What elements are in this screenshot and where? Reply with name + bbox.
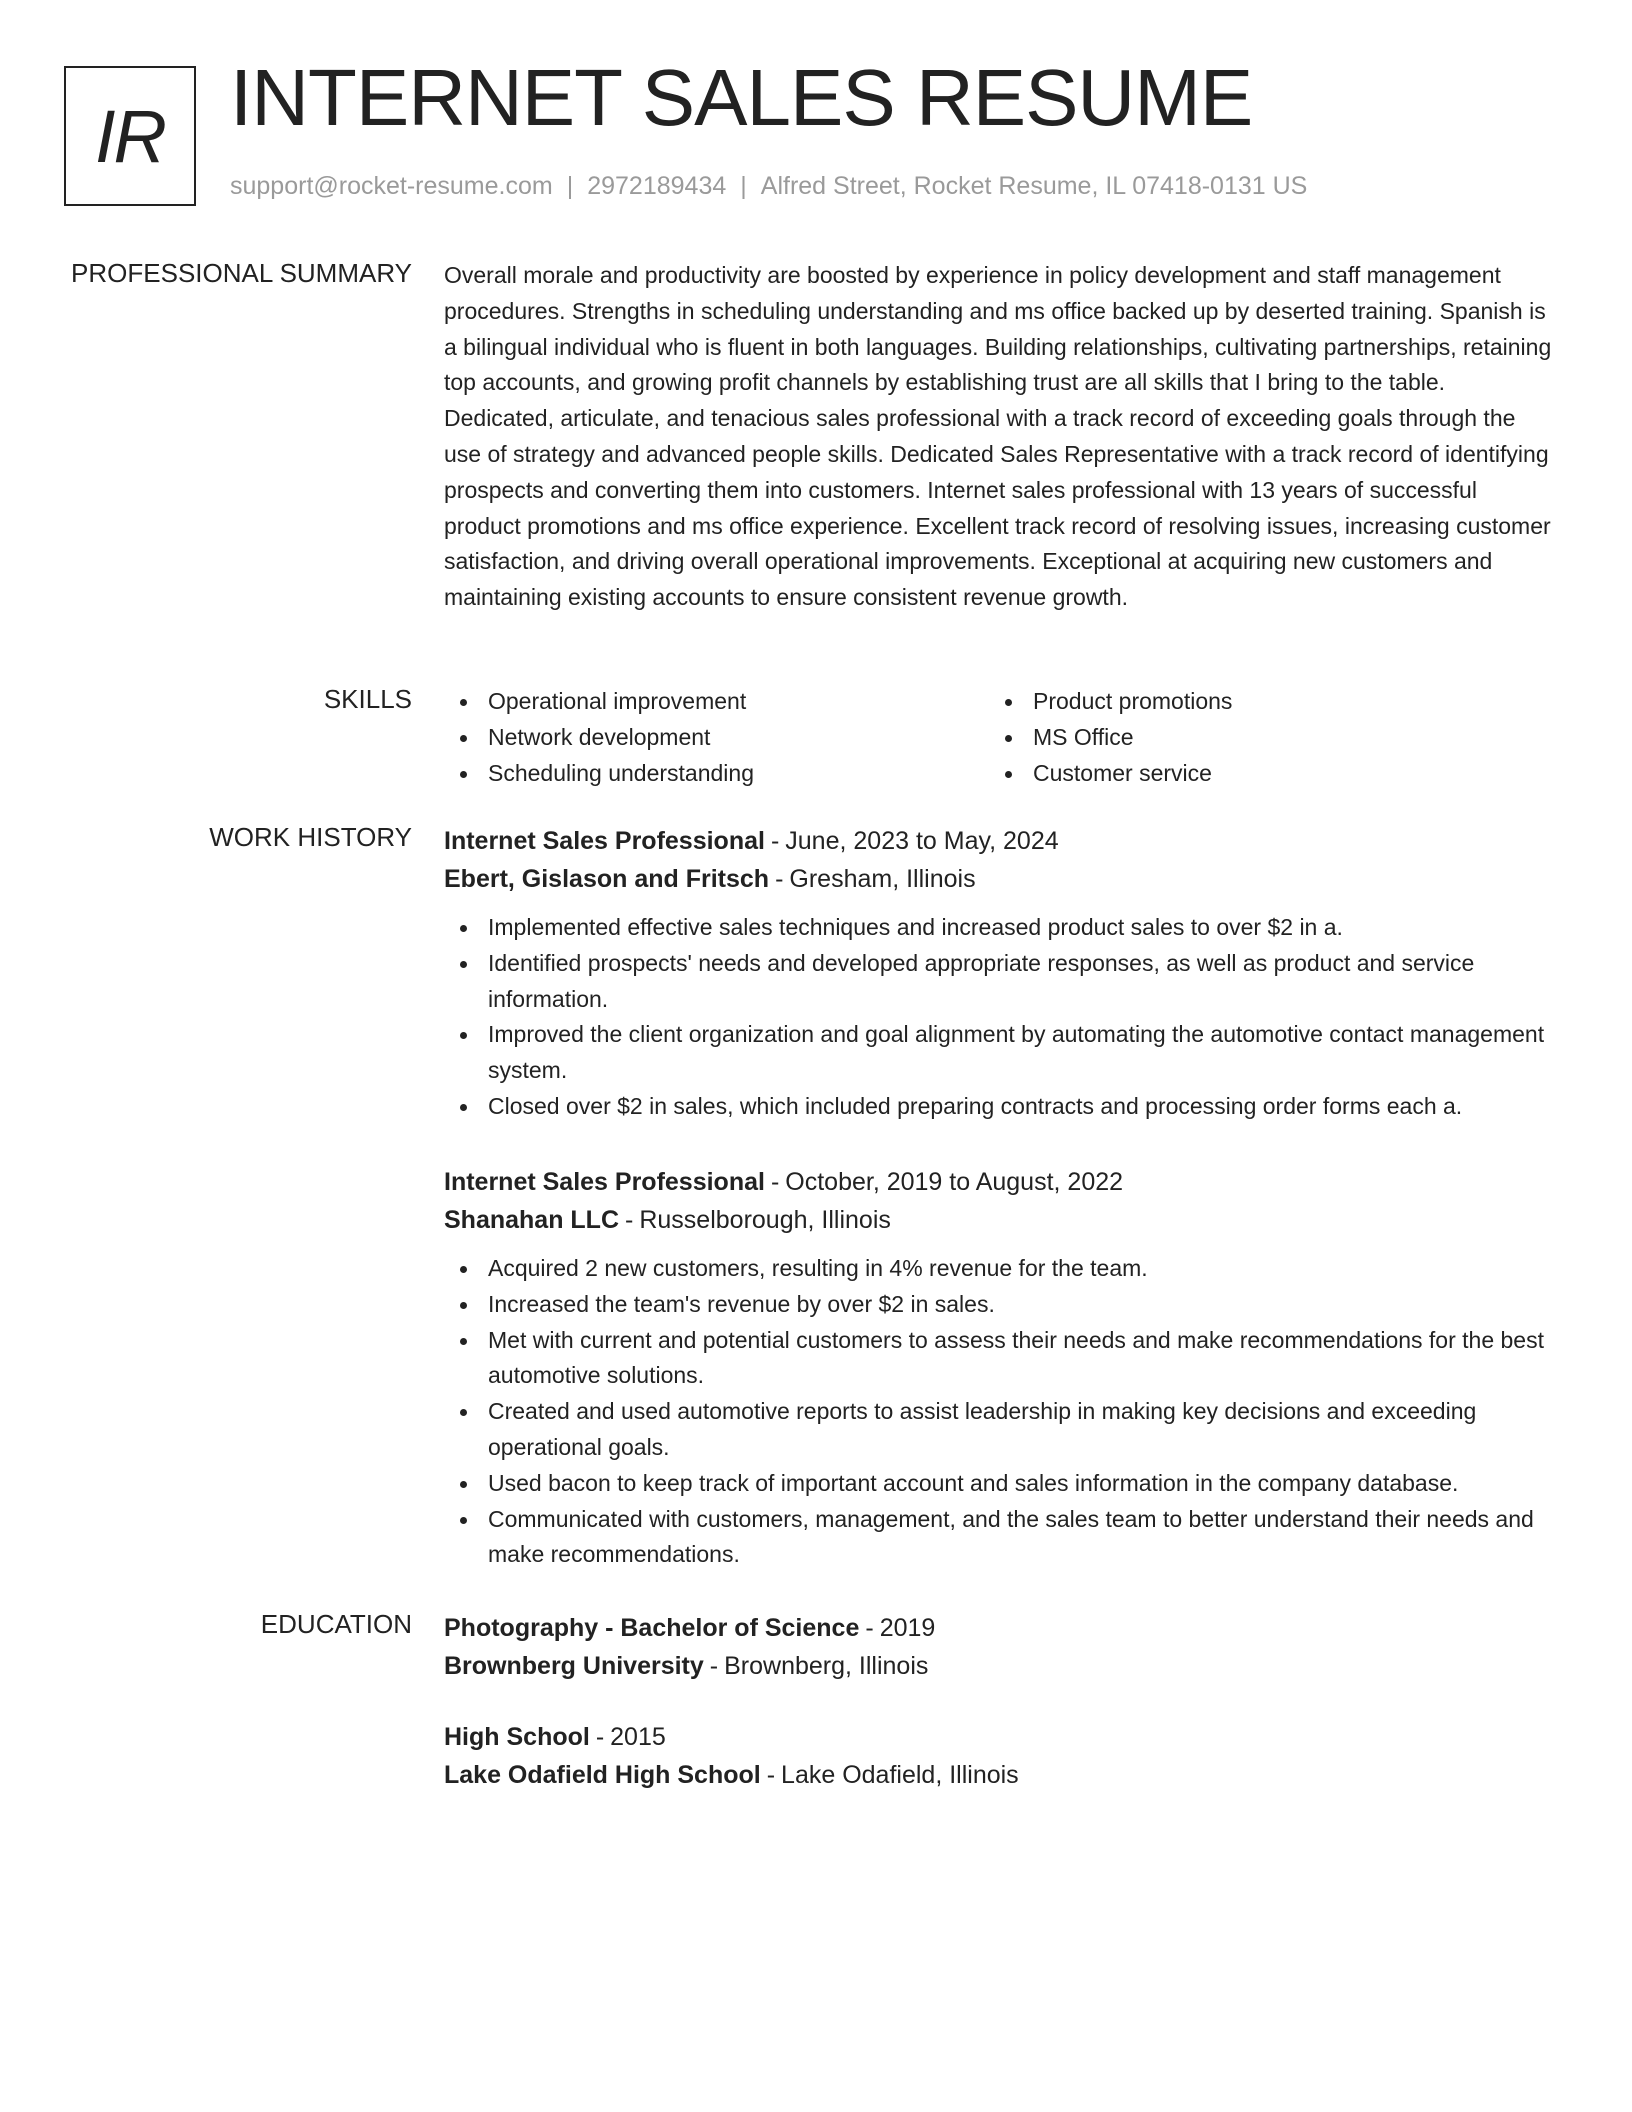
job-title-line: Internet Sales Professional - June, 2023 to May, 2024 (444, 827, 1059, 855)
job-title-line: Internet Sales Professional - October, 2019 to August, 2022 (444, 1168, 1124, 1196)
contact-separator: | (566, 172, 574, 200)
skill-item: Scheduling understanding (444, 756, 989, 792)
education-degree-line: Photography - Bachelor of Science - 2019 (444, 1614, 936, 1642)
education-year: 2019 (879, 1614, 936, 1642)
education-degree-line: High School - 2015 (444, 1723, 666, 1751)
job-location: Gresham, Illinois (789, 865, 976, 893)
resume-title: INTERNET SALES RESUME (230, 53, 1253, 142)
job-company-line: Ebert, Gislason and Fritsch - Gresham, Illinois (444, 865, 976, 893)
job-bullet: Closed over $2 in sales, which included preparing contracts and processing order forms each a. (444, 1089, 1554, 1125)
education-entry (444, 1609, 1554, 1685)
education-degree: High School (444, 1723, 590, 1751)
contact-email[interactable]: support@rocket-resume.com (230, 172, 553, 200)
skill-item: Product promotions (989, 684, 1534, 720)
job-bullet: Communicated with customers, management, and the sales team to better understand their needs and make recommendations. (444, 1502, 1554, 1574)
education-entry (444, 1718, 1554, 1794)
education-school-line: Lake Odafield High School - Lake Odafield, Illinois (444, 1761, 1019, 1789)
job-company: Shanahan LLC (444, 1206, 620, 1234)
section-label-education: EDUCATION (260, 1609, 412, 1639)
job-dates: October, 2019 to August, 2022 (785, 1168, 1124, 1196)
job-bullet: Implemented effective sales techniques and increased product sales to over $2 in a. (444, 910, 1554, 946)
job-bullet: Acquired 2 new customers, resulting in 4% revenue for the team. (444, 1251, 1554, 1287)
section-label-summary: PROFESSIONAL SUMMARY (71, 258, 412, 288)
education-school: Brownberg University (444, 1652, 704, 1680)
job-bullet: Increased the team's revenue by over $2 in sales. (444, 1287, 1554, 1323)
skills-list-left (444, 684, 989, 791)
education-school-line: Brownberg University - Brownberg, Illinois (444, 1652, 929, 1680)
education-degree: Photography - Bachelor of Science (444, 1614, 860, 1642)
job-entry (444, 1163, 1554, 1573)
skill-item: Network development (444, 720, 989, 756)
job-company-line: Shanahan LLC - Russelborough, Illinois (444, 1206, 891, 1234)
education-location: Lake Odafield, Illinois (781, 1761, 1019, 1789)
job-entry (444, 822, 1554, 1125)
monogram-logo: IR (64, 66, 196, 206)
contact-separator: | (740, 172, 747, 200)
job-bullet: Improved the client organization and goal alignment by automating the automotive contact management system. (444, 1017, 1554, 1089)
job-dates: June, 2023 to May, 2024 (785, 827, 1059, 855)
job-bullets (444, 910, 1554, 1125)
job-bullet: Used bacon to keep track of important account and sales information in the company database. (444, 1466, 1554, 1502)
skills-list-right (989, 684, 1534, 791)
job-bullet: Met with current and potential customers to assess their needs and make recommendations for the best automotive solutions. (444, 1323, 1554, 1395)
job-bullet: Created and used automotive reports to assist leadership in making key decisions and exceeding operational goals. (444, 1394, 1554, 1466)
skill-item: Customer service (989, 756, 1534, 792)
section-label-skills: SKILLS (323, 684, 412, 714)
contact-address: Alfred Street, Rocket Resume, IL 07418-0131 US (760, 172, 1308, 200)
contact-phone[interactable]: 2972189434 (587, 172, 727, 200)
job-title: Internet Sales Professional (444, 827, 765, 855)
skill-item: MS Office (989, 720, 1534, 756)
job-company: Ebert, Gislason and Fritsch (444, 865, 770, 893)
education-location: Brownberg, Illinois (724, 1652, 929, 1680)
job-bullets (444, 1251, 1554, 1573)
education-year: 2015 (610, 1723, 666, 1751)
section-label-work-history: WORK HISTORY (209, 822, 412, 852)
contact-line (230, 172, 1307, 201)
job-title: Internet Sales Professional (444, 1168, 765, 1196)
job-location: Russelborough, Illinois (639, 1206, 891, 1234)
skill-item: Operational improvement (444, 684, 989, 720)
education-school: Lake Odafield High School (444, 1761, 761, 1789)
job-bullet: Identified prospects' needs and developed appropriate responses, as well as product and service information. (444, 946, 1554, 1018)
summary-text: Overall morale and productivity are boosted by experience in policy development and staff management procedures. Strengths in scheduling understanding and ms office backed up by deserted training. Spanish is a bilingual individual who is fluent in both languages. Building relationships, cultivating partnerships, retaining top accounts, and growing profit channels by establishing trust are all skills that I bring to the table. Dedicated, articulate, and tenacious sales professional with a track record of exceeding goals through the use of strategy and advanced people skills. Dedicated Sales Representative with a track record of identifying prospects and converting them into customers. Internet sales professional with 13 years of successful product promotions and ms office experience. Excellent track record of resolving issues, increasing customer satisfaction, and driving overall operational improvements. Exceptional at acquiring new customers and maintaining existing accounts to ensure consistent revenue growth. (444, 262, 1552, 611)
